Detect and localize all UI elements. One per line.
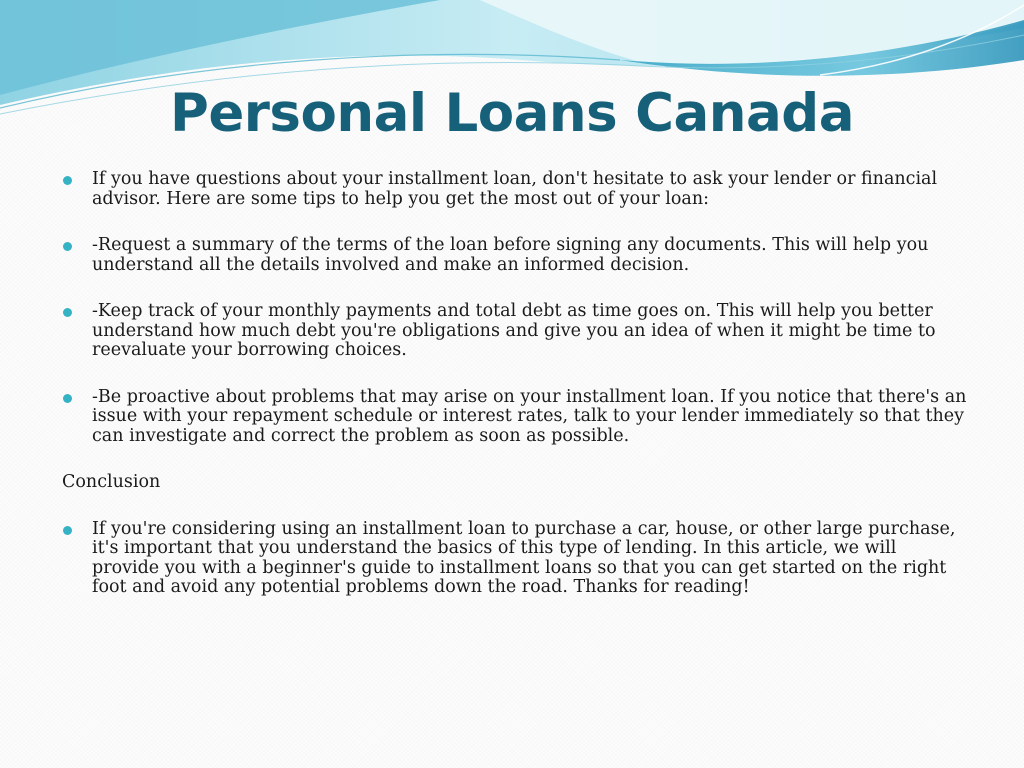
bullet-text: -Request a summary of the terms of the loan before signing any documents. This will help you understand all the details involved and make an informed decision. xyxy=(92,235,929,275)
bullet-dot-icon xyxy=(63,526,72,535)
bullet-item xyxy=(62,520,967,598)
bullet-text: -Keep track of your monthly payments and total debt as time goes on. This will help you better understand how much debt you're obligations and give you an idea of when it might be time to reevaluate your borrowing choices. xyxy=(92,301,936,360)
bullet-text: If you have questions about your installment loan, don't hesitate to ask your lender or financial advisor. Here are some tips to help you get the most out of your loan: xyxy=(92,169,938,209)
bullet-dot-icon xyxy=(63,308,72,317)
bullet-item xyxy=(62,170,967,209)
slide-body xyxy=(62,170,967,625)
bullet-item xyxy=(62,302,967,361)
bullet-text: If you're considering using an installment loan to purchase a car, house, or other large purchase, it's important that you understand the basics of this type of lending. In this article, we will provide you with a beginner's guide to installment loans so that you can get started on the right foot and avoid any potential problems down the road. Thanks for reading! xyxy=(92,518,956,597)
bullet-text: -Be proactive about problems that may arise on your installment loan. If you notice that there's an issue with your repayment schedule or interest rates, talk to your lender immediately so that they can investigate and correct the problem as soon as possible. xyxy=(92,386,967,446)
bullet-dot-icon xyxy=(63,176,72,185)
bullet-item xyxy=(62,236,967,275)
bullet-dot-icon xyxy=(63,242,72,251)
bullet-item xyxy=(62,388,967,447)
slide-title: Personal Loans Canada xyxy=(169,83,855,144)
conclusion-label: Conclusion xyxy=(62,472,161,492)
bullet-dot-icon xyxy=(63,394,72,403)
